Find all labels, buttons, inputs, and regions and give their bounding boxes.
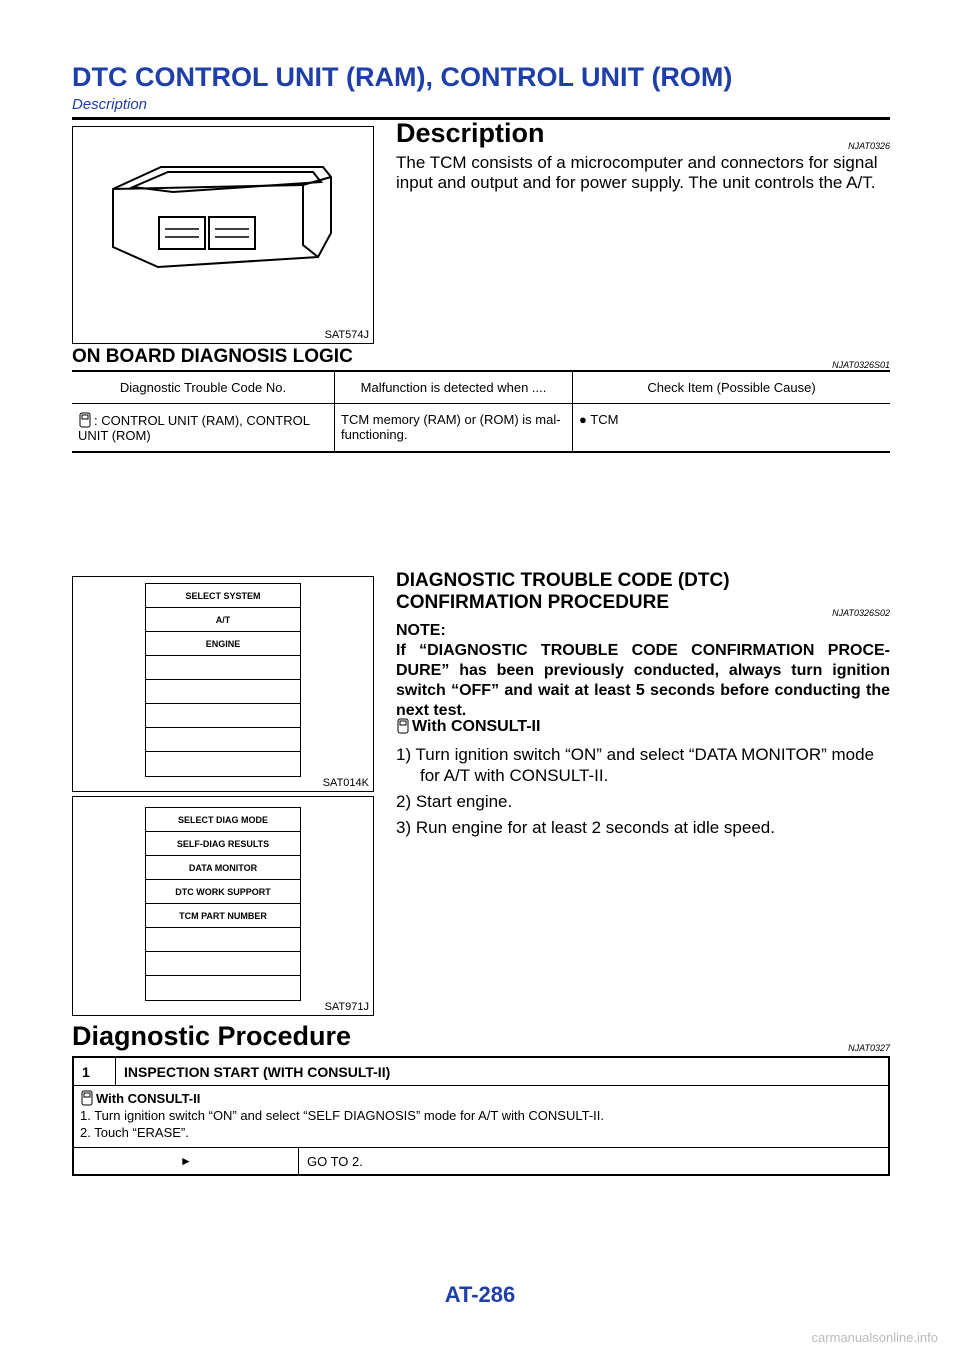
description-heading: Description bbox=[396, 118, 545, 148]
menu-item bbox=[146, 976, 300, 1000]
list-item: 1. Turn ignition switch “ON” and select “SELF DIAGNOSIS” mode for A/T with CONSULT-II. bbox=[80, 1108, 605, 1123]
dtc-code-text: : CONTROL UNIT (RAM), CONTROL UNIT (ROM) bbox=[78, 413, 310, 443]
menu-item bbox=[146, 704, 300, 728]
tcm-unit-illustration bbox=[73, 127, 373, 343]
consult-icon bbox=[396, 718, 410, 734]
select-system-figure bbox=[72, 576, 374, 792]
logic-table bbox=[72, 372, 890, 451]
col-malfunction: Malfunction is detected when .... bbox=[335, 372, 573, 404]
list-item: 1) Turn ignition switch “ON” and select “DATA MONITOR” mode for A/T with CONSULT-II. bbox=[396, 745, 875, 785]
menu-item: DATA MONITOR bbox=[146, 856, 300, 880]
bullet: ● bbox=[579, 412, 587, 427]
menu-item: TCM PART NUMBER bbox=[146, 904, 300, 928]
consult-icon bbox=[78, 412, 92, 428]
consult-label: With CONSULT-II bbox=[96, 1091, 201, 1106]
consult-label: With CONSULT-II bbox=[412, 718, 541, 735]
col-check: Check Item (Possible Cause) bbox=[573, 372, 891, 404]
list-item: 2) Start engine. bbox=[396, 792, 513, 811]
menu-item bbox=[146, 952, 300, 976]
procedure-table bbox=[72, 1056, 890, 1176]
logic-heading: ON BOARD DIAGNOSIS LOGIC bbox=[72, 346, 353, 367]
menu-item bbox=[146, 728, 300, 752]
watermark: carmanualsonline.info bbox=[811, 1330, 938, 1345]
confirmation-ref: NJAT0326S02 bbox=[832, 608, 890, 618]
arrow-icon: ► bbox=[74, 1148, 299, 1174]
list-item: 3) Run engine for at least 2 seconds at idle speed. bbox=[396, 818, 775, 837]
note-text: If “DIAGNOSTIC TROUBLE CODE CONFIRMATION PROCE-DURE” has been previously conducted, always turn ignition switch “OFF” and wait at least 5 seconds before conducting the next test. bbox=[396, 642, 890, 719]
step-number: 1 bbox=[74, 1058, 116, 1085]
description-body: The TCM consists of a microcomputer and connectors for signal input and output and for power supply. The unit controls the A/T. bbox=[396, 153, 878, 192]
menu-header: SELECT DIAG MODE bbox=[146, 808, 300, 832]
figure-code: SAT574J bbox=[324, 329, 369, 341]
list-item: 2. Touch “ERASE”. bbox=[80, 1125, 189, 1140]
menu-header: SELECT SYSTEM bbox=[146, 584, 300, 608]
consult-icon bbox=[80, 1090, 94, 1106]
select-diag-menu bbox=[145, 807, 301, 1001]
check-item-text: TCM bbox=[590, 412, 619, 427]
select-system-menu bbox=[145, 583, 301, 777]
figure-code: SAT971J bbox=[324, 1001, 369, 1013]
page-number: AT-286 bbox=[444, 1282, 516, 1307]
menu-item: ENGINE bbox=[146, 632, 300, 656]
menu-item bbox=[146, 656, 300, 680]
menu-item bbox=[146, 928, 300, 952]
logic-ref: NJAT0326S01 bbox=[832, 360, 890, 370]
table-row bbox=[72, 404, 890, 452]
goto-text: GO TO 2. bbox=[307, 1153, 363, 1169]
page-header-title: DTC CONTROL UNIT (RAM), CONTROL UNIT (ROM) bbox=[72, 62, 733, 92]
menu-item: A/T bbox=[146, 608, 300, 632]
page-header-subtitle: Description bbox=[72, 96, 148, 113]
note-label: NOTE: bbox=[396, 622, 446, 639]
step-title: INSPECTION START (WITH CONSULT-II) bbox=[124, 1063, 391, 1080]
menu-item: SELF-DIAG RESULTS bbox=[146, 832, 300, 856]
procedure-heading: Diagnostic Procedure bbox=[72, 1021, 352, 1051]
confirmation-heading: DIAGNOSTIC TROUBLE CODE (DTC) CONFIRMATION PROCEDURE bbox=[396, 570, 730, 613]
col-dtc: Diagnostic Trouble Code No. bbox=[72, 372, 335, 404]
procedure-ref: NJAT0327 bbox=[848, 1043, 890, 1053]
menu-item: DTC WORK SUPPORT bbox=[146, 880, 300, 904]
figure-code: SAT014K bbox=[322, 777, 369, 789]
tcm-figure bbox=[72, 126, 374, 344]
confirmation-steps bbox=[396, 744, 890, 843]
malfunction-text: TCM memory (RAM) or (ROM) is mal-functioning. bbox=[335, 404, 573, 452]
select-diag-figure bbox=[72, 796, 374, 1016]
description-ref: NJAT0326 bbox=[848, 141, 890, 151]
menu-item bbox=[146, 680, 300, 704]
menu-item bbox=[146, 752, 300, 776]
